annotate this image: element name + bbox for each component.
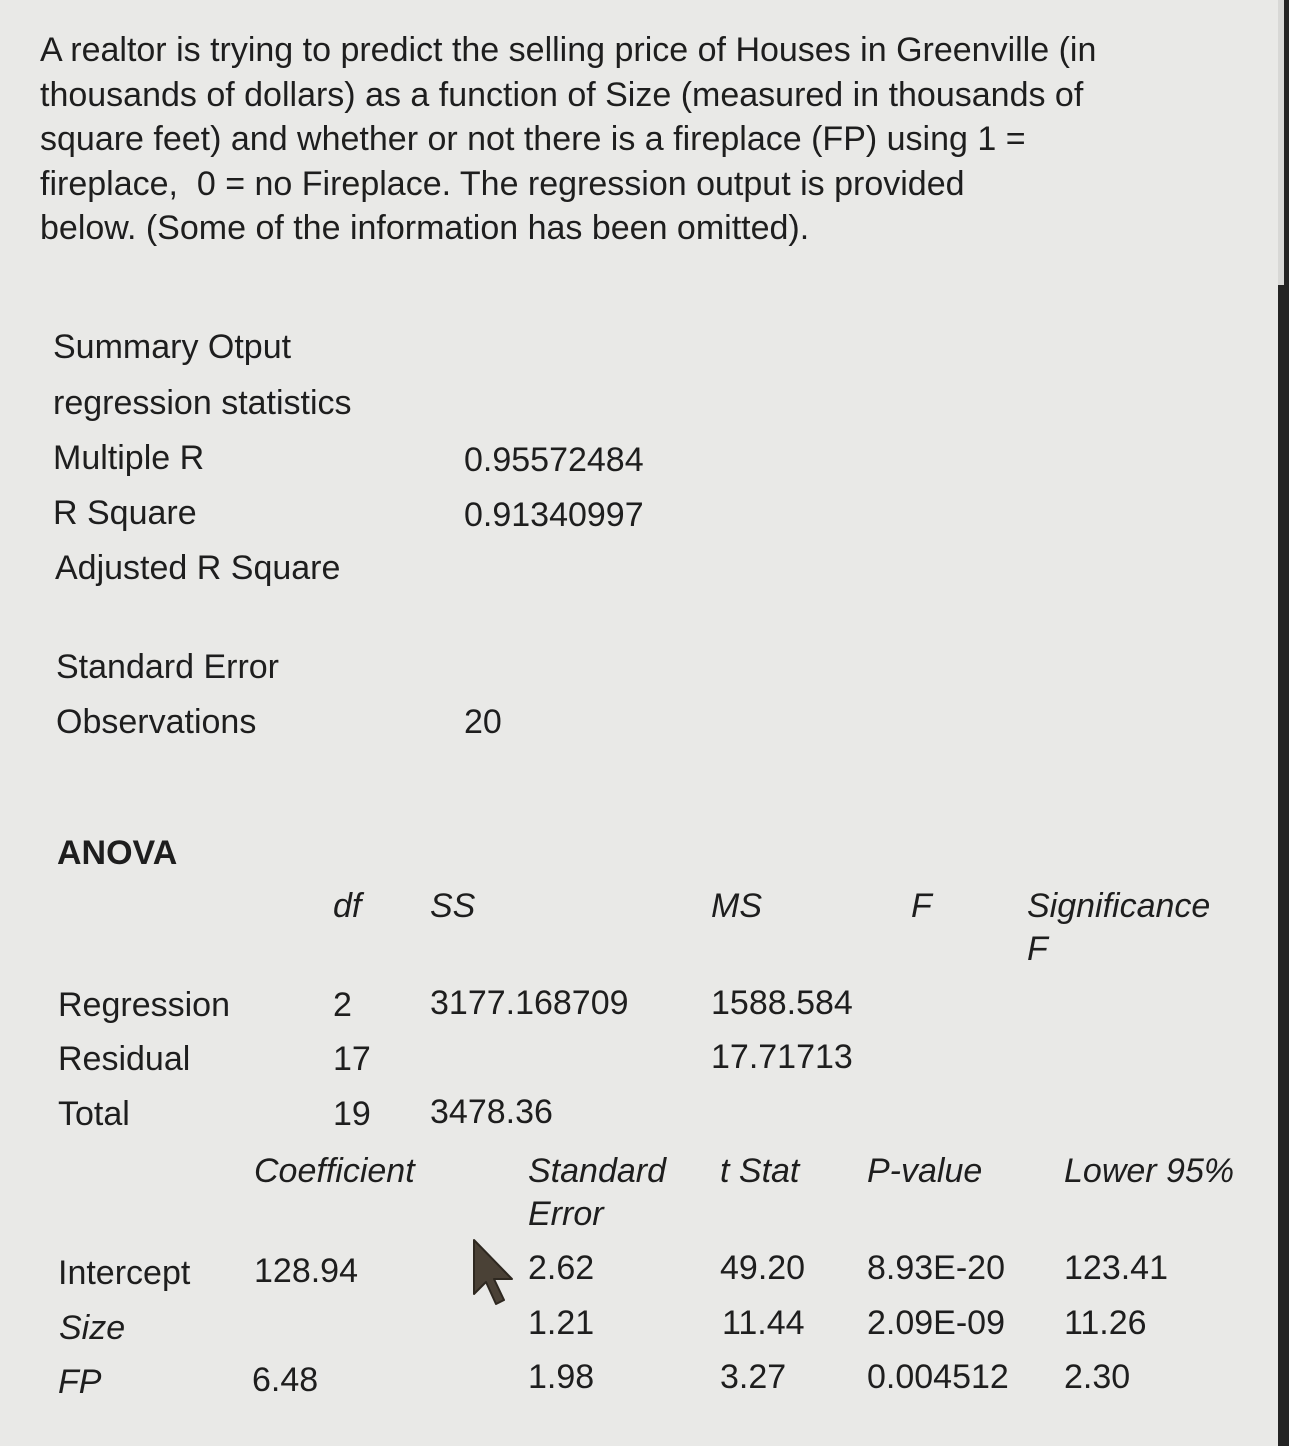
- stat-label-multiple-r: Multiple R: [53, 439, 205, 477]
- coef-size-t: 11.44: [722, 1304, 805, 1342]
- coef-size-lower: 11.26: [1064, 1304, 1147, 1342]
- stat-label-adjusted-r-square: Adjusted R Square: [55, 549, 341, 587]
- coef-header-lower-95: Lower 95%: [1064, 1152, 1235, 1190]
- coef-size-se: 1.21: [528, 1304, 595, 1342]
- stat-value-observations: 20: [464, 703, 502, 741]
- anova-header-ss: SS: [430, 887, 476, 925]
- intro-line-4: fireplace, 0 = no Fireplace. The regression output is provided: [40, 164, 965, 203]
- summary-subtitle: regression statistics: [53, 384, 352, 422]
- anova-row-label-total: Total: [58, 1095, 130, 1133]
- summary-title: Summary Otput: [53, 328, 292, 366]
- screen-edge-highlight: [1278, 0, 1284, 285]
- coef-intercept-t: 49.20: [720, 1249, 806, 1287]
- anova-header-ms: MS: [711, 887, 762, 925]
- coef-intercept-lower: 123.41: [1064, 1249, 1168, 1287]
- coef-header-p-value: P-value: [867, 1152, 983, 1190]
- coef-fp-lower: 2.30: [1064, 1358, 1131, 1396]
- coef-fp-coefficient: 6.48: [252, 1361, 319, 1399]
- coef-intercept-coefficient: 128.94: [254, 1252, 358, 1290]
- anova-header-f: F: [911, 887, 932, 925]
- intro-line-1: A realtor is trying to predict the selling price of Houses in Greenville (in: [40, 31, 1097, 69]
- coef-row-label-size: Size: [59, 1309, 126, 1347]
- coef-intercept-se: 2.62: [528, 1249, 595, 1287]
- coef-header-t-stat: t Stat: [720, 1152, 800, 1190]
- coef-intercept-p: 8.93E-20: [867, 1249, 1005, 1287]
- anova-header-df: df: [333, 887, 362, 925]
- anova-residual-df: 17: [333, 1040, 371, 1078]
- anova-regression-ss: 3177.168709: [430, 984, 629, 1022]
- coef-header-coefficient: Coefficient: [254, 1152, 415, 1190]
- stat-label-standard-error: Standard Error: [56, 648, 279, 686]
- coef-row-label-intercept: Intercept: [58, 1254, 191, 1292]
- intro-line-5: below. (Some of the information has been omitted).: [40, 209, 810, 247]
- anova-total-ss: 3478.36: [430, 1093, 553, 1131]
- anova-header-significance: Significance: [1027, 887, 1211, 925]
- coef-fp-t: 3.27: [720, 1358, 787, 1396]
- intro-line-3: square feet) and whether or not there is a fireplace (FP) using 1 =: [40, 120, 1026, 158]
- stat-label-r-square: R Square: [53, 494, 197, 532]
- coef-row-label-fp: FP: [58, 1363, 102, 1401]
- problem-statement: [40, 28, 1220, 251]
- anova-row-label-regression: Regression: [58, 986, 230, 1024]
- anova-total-df: 19: [333, 1095, 371, 1133]
- anova-regression-ms: 1588.584: [711, 984, 853, 1022]
- coef-fp-p: 0.004512: [867, 1358, 1009, 1396]
- screen-edge: [1278, 0, 1289, 1446]
- coef-size-p: 2.09E-09: [867, 1304, 1005, 1342]
- stat-value-multiple-r: 0.95572484: [464, 441, 644, 479]
- coef-header-error: Error: [528, 1195, 604, 1233]
- anova-residual-ms: 17.71713: [711, 1038, 853, 1076]
- anova-regression-df: 2: [333, 986, 352, 1024]
- stat-value-r-square: 0.91340997: [464, 496, 644, 534]
- stat-label-observations: Observations: [56, 703, 257, 741]
- anova-title: ANOVA: [57, 834, 178, 872]
- anova-row-label-residual: Residual: [58, 1040, 191, 1078]
- coef-header-standard: Standard: [528, 1152, 666, 1190]
- coef-fp-se: 1.98: [528, 1358, 595, 1396]
- mouse-pointer-icon: [470, 1238, 518, 1308]
- intro-line-2: thousands of dollars) as a function of Size (measured in thousands of: [40, 75, 1084, 114]
- anova-header-significance-f: F: [1027, 930, 1048, 968]
